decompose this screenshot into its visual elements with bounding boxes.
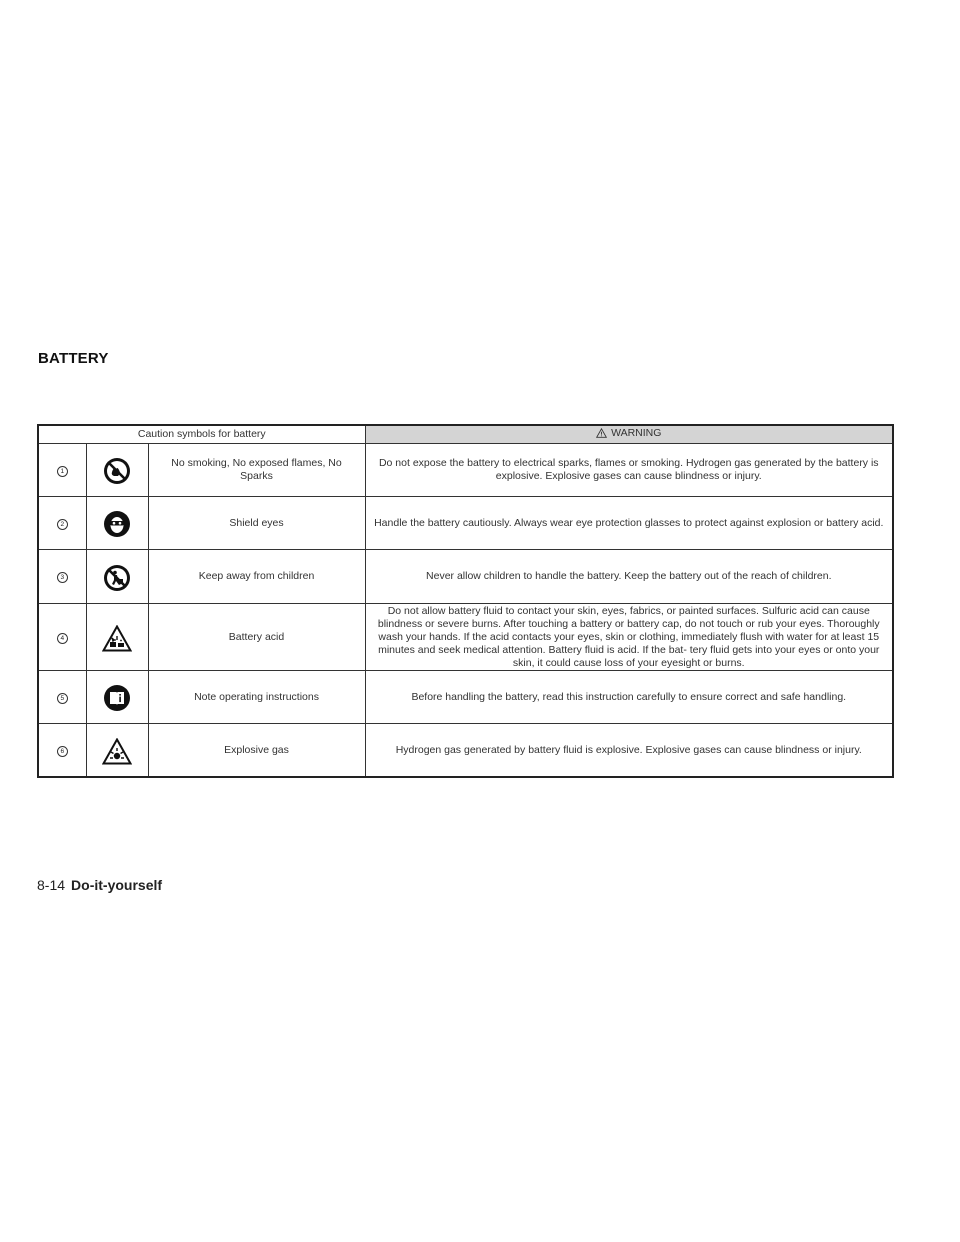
warning-text: Never allow children to handle the battery. Keep the battery out of the reach of children.	[365, 550, 893, 604]
header-warning	[365, 425, 893, 444]
shield-eyes-icon	[103, 510, 131, 542]
table-row	[38, 724, 893, 778]
page-footer	[37, 877, 162, 893]
explosive-gas-icon	[102, 738, 132, 769]
section-title: BATTERY	[38, 350, 109, 367]
row-number: 1	[57, 466, 68, 477]
symbol-label: Explosive gas	[148, 724, 365, 778]
row-number: 6	[57, 746, 68, 757]
table-row	[38, 671, 893, 724]
page-number: 8-14	[37, 877, 66, 893]
warning-text: Before handling the battery, read this instruction carefully to ensure correct and safe handling.	[365, 671, 893, 724]
keep-away-children-icon	[103, 564, 131, 596]
symbol-label: Keep away from children	[148, 550, 365, 604]
row-number: 5	[57, 693, 68, 704]
header-caution-symbols: Caution symbols for battery	[38, 425, 365, 444]
warning-text: Hydrogen gas generated by battery fluid is explosive. Explosive gases can cause blindness or injury.	[365, 724, 893, 778]
row-number: 4	[57, 633, 68, 644]
warning-triangle-icon	[596, 428, 607, 442]
symbol-label: No smoking, No exposed flames, No Sparks	[148, 444, 365, 497]
table-row	[38, 604, 893, 671]
warning-text: Do not allow battery fluid to contact your skin, eyes, fabrics, or painted surfaces. Sulfuric acid can cause blindness or severe burns. After touching a battery or battery cap, do not touch or rub your eyes. Thoroughly wash your hands. If the acid contacts your eyes, skin or clothing, immediately flush with water for at least 15 minutes and seek medical attention. Battery fluid is acid. If the bat- tery fluid gets into your eyes or onto your skin, it could cause loss of your eyesight or burns.	[365, 604, 893, 671]
row-number: 3	[57, 572, 68, 583]
table-row	[38, 550, 893, 604]
table-row	[38, 497, 893, 550]
chapter-title: Do-it-yourself	[71, 877, 163, 893]
instructions-book-icon	[103, 684, 131, 716]
no-smoking-flames-icon	[103, 457, 131, 489]
symbol-label: Battery acid	[148, 604, 365, 671]
table-row	[38, 444, 893, 497]
row-number: 2	[57, 519, 68, 530]
battery-caution-table	[37, 424, 894, 778]
battery-acid-icon	[102, 625, 132, 656]
header-warning-label: WARNING	[611, 427, 662, 439]
warning-text: Do not expose the battery to electrical sparks, flames or smoking. Hydrogen gas generated by the battery is explosive. Explosive gases can cause blindness or injury.	[365, 444, 893, 497]
symbol-label: Note operating instructions	[148, 671, 365, 724]
warning-text: Handle the battery cautiously. Always wear eye protection glasses to protect against explosion or battery acid.	[365, 497, 893, 550]
symbol-label: Shield eyes	[148, 497, 365, 550]
